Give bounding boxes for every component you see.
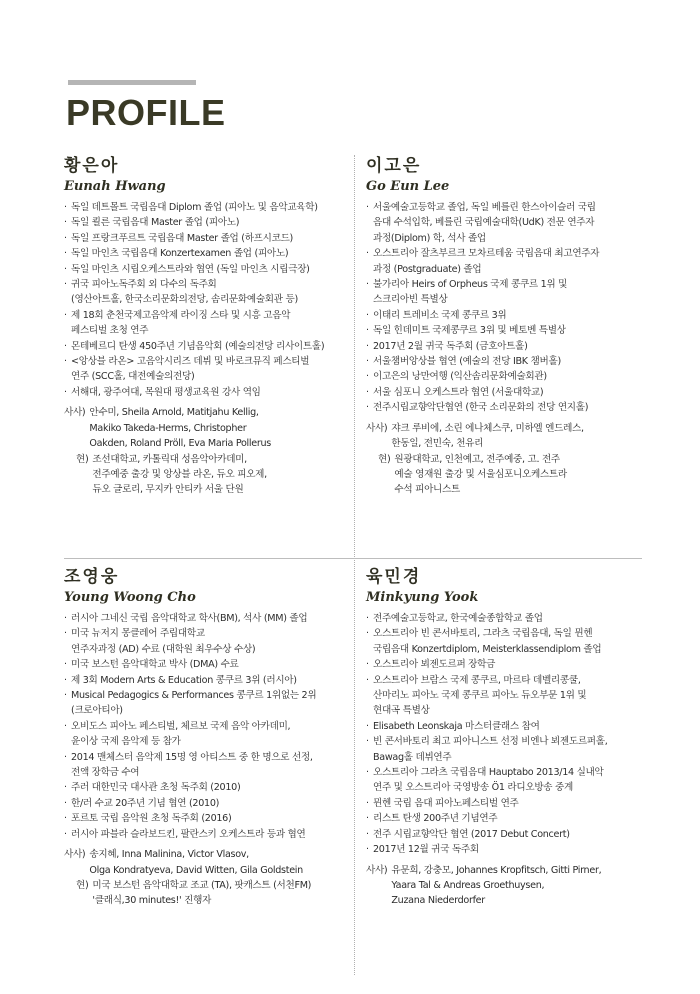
teachers-row xyxy=(366,421,642,452)
profile-go-eun-lee xyxy=(366,155,642,498)
list-item: · 빈 콘서바토리 최고 피아니스트 선정 비엔나 뵈젠도르퍼홀, Bawag홀 데뷔연주 xyxy=(366,734,642,765)
list-item: · 귀국 피아노독주회 외 다수의 독주회 (영산아트홀, 한국소리문화의전당, 솜리문화예술회관 등) xyxy=(64,277,350,308)
list-item: · 2017년 12월 귀국 독주회 xyxy=(366,842,642,857)
profile-name-english: Eunah Hwang xyxy=(64,179,166,194)
list-item: · 독일 마인츠 시립오케스트라와 협연 (독일 마인츠 시립극장) xyxy=(64,262,350,277)
list-item: · 이태리 트레비소 국제 콩쿠르 3위 xyxy=(366,308,642,323)
list-item: · 뮌헨 국립 음대 피아노페스티벌 연주 xyxy=(366,796,642,811)
current-row xyxy=(366,452,642,498)
list-item: · 미국 뉴저지 몽클레어 주립대학교 연주자과정 (AD) 수료 (대학원 최우수상 수상) xyxy=(64,626,350,657)
profile-teachers xyxy=(366,863,642,909)
teachers-label: 사사) xyxy=(64,407,86,419)
profile-name-english: Minkyung Yook xyxy=(366,590,479,605)
profile-career-list xyxy=(64,611,350,842)
profiles-grid xyxy=(64,155,642,975)
profile-minkyung-yook xyxy=(366,566,642,909)
list-item: · 미국 보스턴 음악대학교 박사 (DMA) 수료 xyxy=(64,657,350,672)
profile-career-list xyxy=(366,611,642,858)
list-item: · 제 3회 Modern Arts & Education 콩쿠르 3위 (러시아) xyxy=(64,673,350,688)
current-text: 미국 보스턴 음악대학교 조교 (TA), 팟캐스트 (서천FM) '클래식,30 minutes!' 진행자 xyxy=(92,879,312,907)
list-item: · 전주시립교향악단협연 (한국 소리문화의 전당 연지홀) xyxy=(366,400,642,415)
list-item: · 서울챔버앙상블 협연 (예술의 전당 IBK 챔버홀) xyxy=(366,354,642,369)
list-item: · 전주예술고등학교, 한국예술종합학교 졸업 xyxy=(366,611,642,626)
list-item: · 독일 힌데미트 국제콩쿠르 3위 및 베토벤 특별상 xyxy=(366,323,642,338)
list-item: · 한/러 수교 20주년 기념 협연 (2010) xyxy=(64,796,350,811)
list-item: · 주러 대한민국 대사관 초청 독주회 (2010) xyxy=(64,780,350,795)
teachers-label: 사사) xyxy=(366,864,388,876)
profile-teachers-current xyxy=(366,421,642,498)
profile-name-korean: 조영웅 xyxy=(64,567,120,587)
list-item: · 독일 데트몰트 국립음대 Diplom 졸업 (피아노 및 음악교육학) xyxy=(64,200,350,215)
list-item: · 서울예술고등학교 졸업, 독일 베를린 한스아이슬러 국립 음대 수석입학, 베를린 국립예술대학(UdK) 전문 연주자 과정(Diplom) 학, 석사 졸업 xyxy=(366,200,642,246)
current-label: 현) xyxy=(378,453,391,465)
list-item: · 포르토 국립 음악원 초청 독주회 (2016) xyxy=(64,811,350,826)
teachers-label: 사사) xyxy=(366,422,388,434)
list-item: · Elisabeth Leonskaja 마스터클래스 참여 xyxy=(366,719,642,734)
list-item: · 2017년 2월 귀국 독주회 (금호아트홀) xyxy=(366,339,642,354)
list-item: · <앙상블 라온> 고음악시리즈 데뷔 및 바로크뮤직 페스티벌 연주 (SCC홀, 대전예술의전당) xyxy=(64,354,350,385)
current-row xyxy=(64,878,350,909)
list-item: · 오스트리아 그라츠 국립음대 Hauptabo 2013/14 실내악 연주 및 오스트리아 국영방송 Ö1 라디오방송 중계 xyxy=(366,765,642,796)
teachers-text: 송지혜, Inna Malinina, Victor Vlasov, Olga Kondratyeva, David Witten, Gila Goldstein xyxy=(89,849,303,876)
list-item: · 오스트리아 브람스 국제 콩쿠르, 마르타 데벨리콩쿨, 산마리노 피아노 국제 콩쿠르 피아노 듀오부문 1위 및 현대곡 특별상 xyxy=(366,673,642,719)
current-text: 조선대학교, 카톨릭대 성음악아카데미, 전주예중 출강 및 앙상블 라온, 듀오 피오제, 듀오 글로리, 무지카 안티카 서울 단원 xyxy=(92,453,267,496)
profile-career-list xyxy=(64,200,350,400)
list-item: · 독일 쾰른 국립음대 Master 졸업 (피아노) xyxy=(64,215,350,230)
list-item: · 독일 프랑크푸르트 국립음대 Master 졸업 (하프시코드) xyxy=(64,231,350,246)
current-label: 현) xyxy=(76,879,89,891)
list-item: · 오스트리아 빈 콘서바토리, 그라츠 국립음대, 독일 뮌헨 국립음대 Konzertdiplom, Meisterklassendiplom 졸업 xyxy=(366,626,642,657)
profile-name-korean: 육민경 xyxy=(366,567,422,587)
profile-name-korean: 이고은 xyxy=(366,156,422,176)
list-item: · 몬테베르디 탄생 450주년 기념음악회 (예술의전당 리사이트홀) xyxy=(64,339,350,354)
teachers-row xyxy=(64,405,350,451)
profile-teachers-current xyxy=(64,847,350,909)
teachers-label: 사사) xyxy=(64,849,86,861)
list-item: · 오비도스 피아노 페스티벌, 체르보 국제 음악 아카데미, 윤이상 국제 음악제 등 참가 xyxy=(64,719,350,750)
list-item: · 러시아 그네신 국립 음악대학교 학사(BM), 석사 (MM) 졸업 xyxy=(64,611,350,626)
teachers-text: 쟈크 루비에, 소린 에나체스쿠, 미하엘 엔드레스, 한동일, 전민숙, 천유리 xyxy=(391,422,584,450)
list-item: · 전주 시립교향악단 협연 (2017 Debut Concert) xyxy=(366,827,642,842)
profile-young-woong-cho xyxy=(64,566,350,909)
teachers-text: 안수미, Sheila Arnold, Matitjahu Kellig, Makiko Takeda-Herms, Christopher Oakden, Roland Pröll, Eva Maria Pollerus xyxy=(89,407,271,450)
list-item: · 이고은의 낭만여행 (익산솜리문화예술회관) xyxy=(366,369,642,384)
list-item: · Musical Pedagogics & Performances 콩쿠르 1위없는 2위 (크로아티아) xyxy=(64,688,350,719)
list-item: · 불가리아 Heirs of Orpheus 국제 콩쿠르 1위 및 스크리아빈 특별상 xyxy=(366,277,642,308)
list-item: · 오스트리아 뵈젠도르퍼 장학금 xyxy=(366,657,642,672)
list-item: · 독일 마인츠 국립음대 Konzertexamen 졸업 (피아노) xyxy=(64,246,350,261)
list-item: · 러시아 파블라 슬라보드킨, 팔란스키 오케스트라 등과 협연 xyxy=(64,827,350,842)
current-text: 원광대학교, 인천예고, 전주예중, 고. 전주 예술 영재원 출강 및 서울심포니오케스트라 수석 피아니스트 xyxy=(394,453,567,496)
profile-name-english: Go Eun Lee xyxy=(366,179,450,194)
list-item: · 서울 심포니 오케스트라 협연 (서울대학교) xyxy=(366,385,642,400)
list-item: · 제 18회 춘천국제고음악제 라이징 스타 및 시흥 고음악 페스티벌 초청 연주 xyxy=(64,308,350,339)
profile-career-list xyxy=(366,200,642,416)
profile-eunah-hwang xyxy=(64,155,350,498)
title-accent-bar xyxy=(68,80,196,85)
teachers-row xyxy=(64,847,350,878)
current-row xyxy=(64,452,350,498)
list-item: · 2014 맨체스터 음악제 15명 영 아티스트 중 한 명으로 선정, 전액 장학금 수여 xyxy=(64,750,350,781)
page-title: PROFILE xyxy=(66,92,226,133)
current-label: 현) xyxy=(76,453,89,465)
teachers-row xyxy=(366,863,642,909)
profile-name-english: Young Woong Cho xyxy=(64,590,196,605)
list-item: · 오스트리아 잘츠부르크 모차르테움 국립음대 최고연주자 과정 (Postgraduate) 졸업 xyxy=(366,246,642,277)
profile-name-korean: 황은아 xyxy=(64,156,120,176)
column-divider xyxy=(354,155,355,975)
list-item: · 서해대, 광주여대, 목원대 평생교육원 강사 역임 xyxy=(64,385,350,400)
list-item: · 리스트 탄생 200주년 기념연주 xyxy=(366,811,642,826)
row-divider xyxy=(64,558,642,559)
profile-teachers-current xyxy=(64,405,350,497)
teachers-text: 유문희, 강충모, Johannes Kropfitsch, Gitti Pirner, Yaara Tal & Andreas Groethuysen, Zuzana Niederdorfer xyxy=(391,864,602,907)
